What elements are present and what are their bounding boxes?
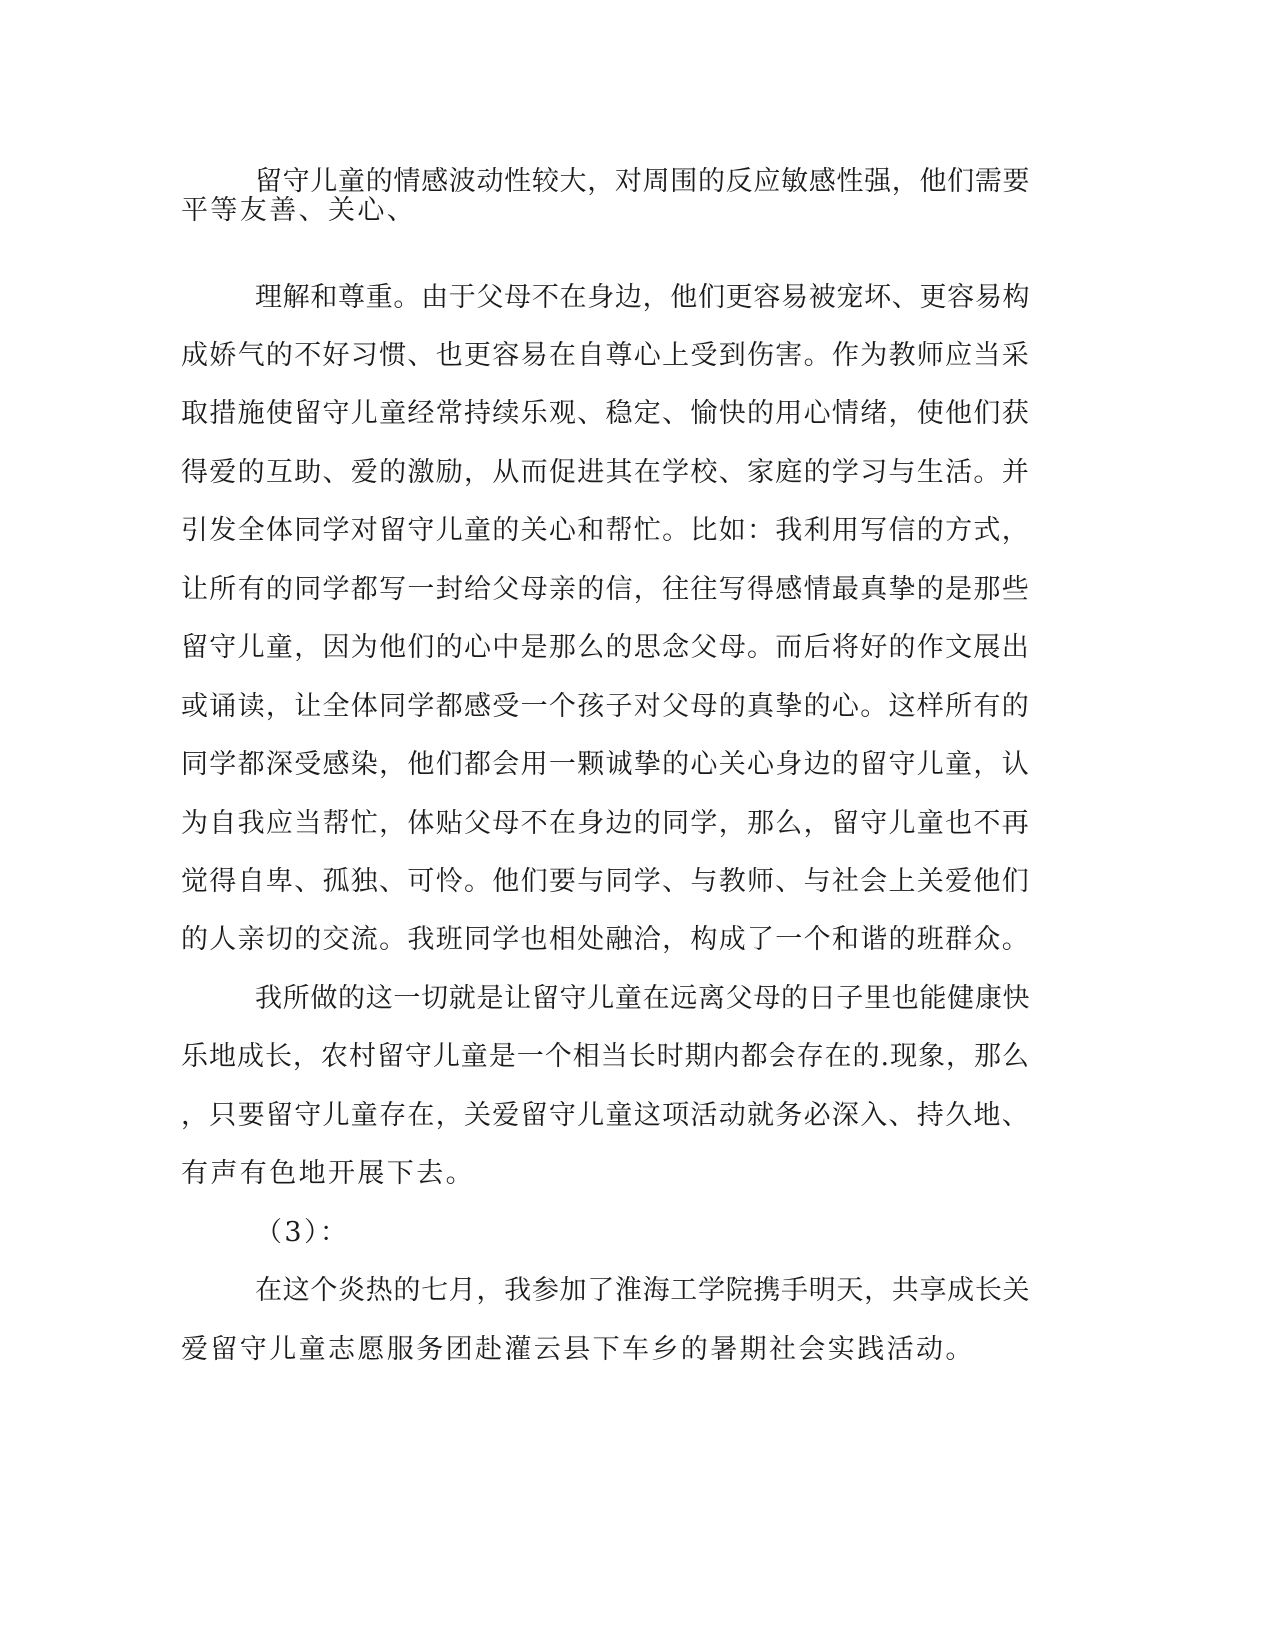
paragraph-2-line-2: 成娇气的不好习惯、也更容易在自尊心上受到伤害。作为教师应当采	[181, 340, 1030, 371]
paragraph-2-line-1: 理解和尊重。由于父母不在身边，他们更容易被宠坏、更容易构	[255, 282, 1031, 313]
paragraph-2-line-9: 同学都深受感染，他们都会用一颗诚挚的心关心身边的留守儿童，认	[181, 749, 1030, 780]
paragraph-2-line-6: 让所有的同学都写一封给父母亲的信，往往写得感情最真挚的是那些	[181, 574, 1030, 605]
paragraph-3-line-2: 乐地成长，农村留守儿童是一个相当长时期内都会存在的.现象，那么	[181, 1041, 1030, 1072]
section-heading: （3）：	[255, 1217, 350, 1248]
paragraph-2-line-11: 觉得自卑、孤独、可怜。他们要与同学、与教师、与社会上关爱他们	[181, 866, 1030, 897]
paragraph-2-line-3: 取措施使留守儿童经常持续乐观、稳定、愉快的用心情绪，使他们获	[181, 398, 1030, 429]
paragraph-2-line-10: 为自我应当帮忙，体贴父母不在身边的同学，那么，留守儿童也不再	[181, 808, 1030, 839]
paragraph-1-line-1: 留守儿童的情感波动性较大，对周围的反应敏感性强，他们需要	[255, 166, 1031, 197]
paragraph-3-line-3: ，只要留守儿童存在，关爱留守儿童这项活动就务必深入、持久地、	[181, 1100, 1030, 1131]
paragraph-1-line-2: 平等友善、关心、	[181, 195, 417, 226]
paragraph-2-line-7: 留守儿童，因为他们的心中是那么的思念父母。而后将好的作文展出	[181, 632, 1030, 663]
paragraph-4-line-2: 爱留守儿童志愿服务团赴灌云县下车乡的暑期社会实践活动。	[181, 1334, 975, 1365]
paragraph-2-line-5: 引发全体同学对留守儿童的关心和帮忙。比如：我利用写信的方式，	[181, 515, 1030, 546]
paragraph-3-line-4: 有声有色地开展下去。	[181, 1158, 475, 1189]
paragraph-2-line-8: 或诵读，让全体同学都感受一个孩子对父母的真挚的心。这样所有的	[181, 691, 1030, 722]
paragraph-3-line-1: 我所做的这一切就是让留守儿童在远离父母的日子里也能健康快	[255, 983, 1031, 1014]
paragraph-2-line-12: 的人亲切的交流。我班同学也相处融洽，构成了一个和谐的班群众。	[181, 924, 1030, 955]
paragraph-4-line-1: 在这个炎热的七月，我参加了淮海工学院携手明天，共享成长关	[255, 1275, 1031, 1306]
paragraph-2-line-4: 得爱的互助、爱的激励，从而促进其在学校、家庭的学习与生活。并	[181, 457, 1030, 488]
